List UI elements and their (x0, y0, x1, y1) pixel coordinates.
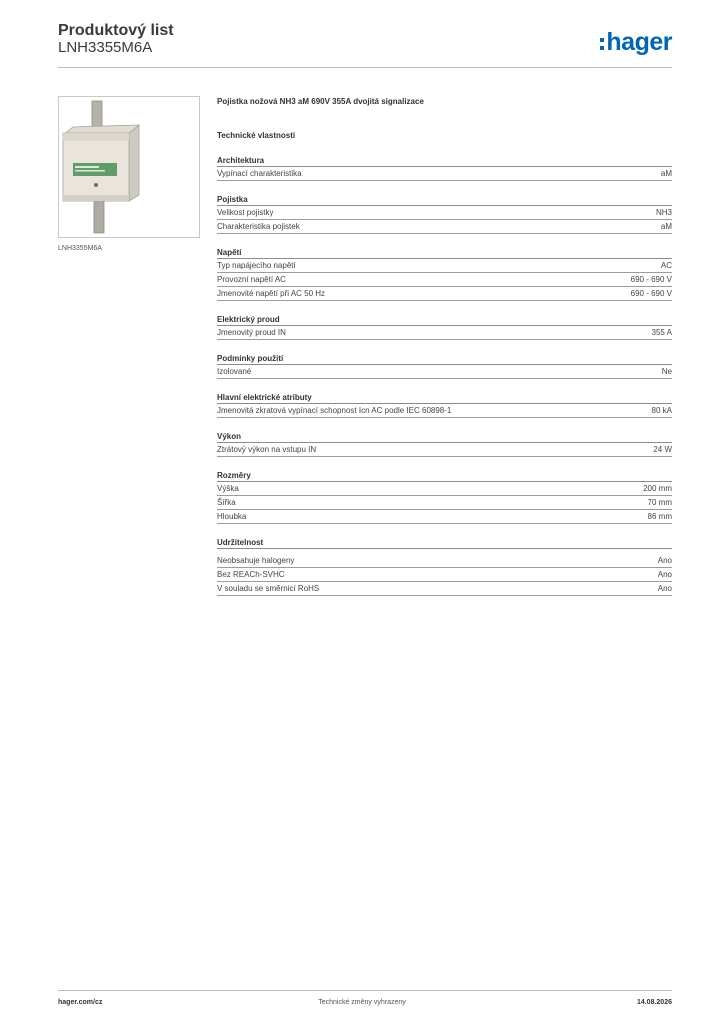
spec-value: aM (660, 222, 672, 231)
spec-value: Ano (657, 584, 672, 593)
spec-label: Izolované (217, 367, 252, 376)
spec-section (217, 392, 672, 418)
spec-section (217, 431, 672, 457)
spec-row (217, 482, 672, 496)
spec-label: Jmenovitá zkratová vypínací schopnost Icn AC podle IEC 60898-1 (217, 406, 452, 415)
spec-value: Ano (657, 570, 672, 579)
spec-row (217, 206, 672, 220)
section-title: Architektura (217, 155, 672, 167)
spec-section (217, 155, 672, 181)
spec-value: 690 - 690 V (630, 275, 672, 284)
spec-row (217, 496, 672, 510)
spec-label: Provozní napětí AC (217, 275, 286, 284)
spec-label: Neobsahuje halogeny (217, 556, 295, 565)
spec-row (217, 365, 672, 379)
spec-row (217, 510, 672, 524)
footer-divider (58, 990, 672, 991)
spec-label: Výška (217, 484, 239, 493)
spec-row (217, 220, 672, 234)
spec-value: 80 kA (651, 406, 672, 415)
spec-label: Velikost pojistky (217, 208, 274, 217)
spec-label: V souladu se směrnicí RoHS (217, 584, 320, 593)
spec-value: 200 mm (643, 484, 672, 493)
spec-row (217, 443, 672, 457)
spec-value: 86 mm (647, 512, 672, 521)
section-title: Udržitelnost (217, 537, 672, 549)
image-caption: LNH3355M6A (58, 245, 102, 252)
spec-value: 24 W (653, 445, 672, 454)
spec-row (217, 273, 672, 287)
spec-row (217, 259, 672, 273)
footer-website: hager.com/cz (58, 999, 103, 1006)
spec-row (217, 167, 672, 181)
hager-logo (600, 28, 672, 56)
spec-section (217, 194, 672, 234)
spec-label: Ztrátový výkon na vstupu IN (217, 445, 317, 454)
spec-value: Ano (657, 556, 672, 565)
fuse-icon (59, 97, 199, 237)
spec-label: Hloubka (217, 512, 247, 521)
spec-label: Bez REACh-SVHC (217, 570, 285, 579)
spec-value: AC (660, 261, 672, 270)
spec-value: Ne (661, 367, 672, 376)
spec-row (217, 554, 672, 568)
spec-section (217, 537, 672, 596)
spec-row (217, 582, 672, 596)
spec-label: Typ napájecího napětí (217, 261, 296, 270)
section-title: Hlavní elektrické atributy (217, 392, 672, 404)
spec-label: Jmenovité napětí při AC 50 Hz (217, 289, 326, 298)
spec-row (217, 287, 672, 301)
product-code: LNH3355M6A (58, 39, 153, 56)
spec-label: Šířka (217, 498, 236, 507)
spec-section (217, 353, 672, 379)
spec-sections (217, 155, 672, 596)
header-divider (58, 67, 672, 68)
spec-label: Jmenovitý proud IN (217, 328, 286, 337)
spec-section (217, 314, 672, 340)
section-title: Výkon (217, 431, 672, 443)
section-title: Elektrický proud (217, 314, 672, 326)
product-image (58, 96, 200, 238)
product-description: Pojistka nožová NH3 aM 690V 355A dvojitá signalizace (217, 97, 424, 106)
spec-label: Vypínací charakteristika (217, 169, 302, 178)
spec-content (217, 96, 672, 596)
spec-value: NH3 (655, 208, 672, 217)
spec-row (217, 568, 672, 582)
spec-value: 690 - 690 V (630, 289, 672, 298)
spec-row (217, 404, 672, 418)
section-title: Rozměry (217, 470, 672, 482)
page-title: Produktový list (58, 22, 174, 39)
spec-section (217, 470, 672, 524)
spec-value: aM (660, 169, 672, 178)
section-title: Podmínky použití (217, 353, 672, 365)
section-title: Pojistka (217, 194, 672, 206)
spec-row (217, 326, 672, 340)
logo-dots-icon (600, 38, 604, 50)
technical-properties-heading: Technické vlastnosti (217, 131, 296, 140)
section-title: Napětí (217, 247, 672, 259)
spec-label: Charakteristika pojistek (217, 222, 300, 231)
footer-disclaimer: Technické změny vyhrazeny (318, 999, 406, 1006)
footer-date: 14.08.2026 (636, 999, 672, 1006)
spec-value: 355 A (651, 328, 672, 337)
spec-value: 70 mm (647, 498, 672, 507)
spec-section (217, 247, 672, 301)
logo-text: hager (606, 27, 672, 56)
